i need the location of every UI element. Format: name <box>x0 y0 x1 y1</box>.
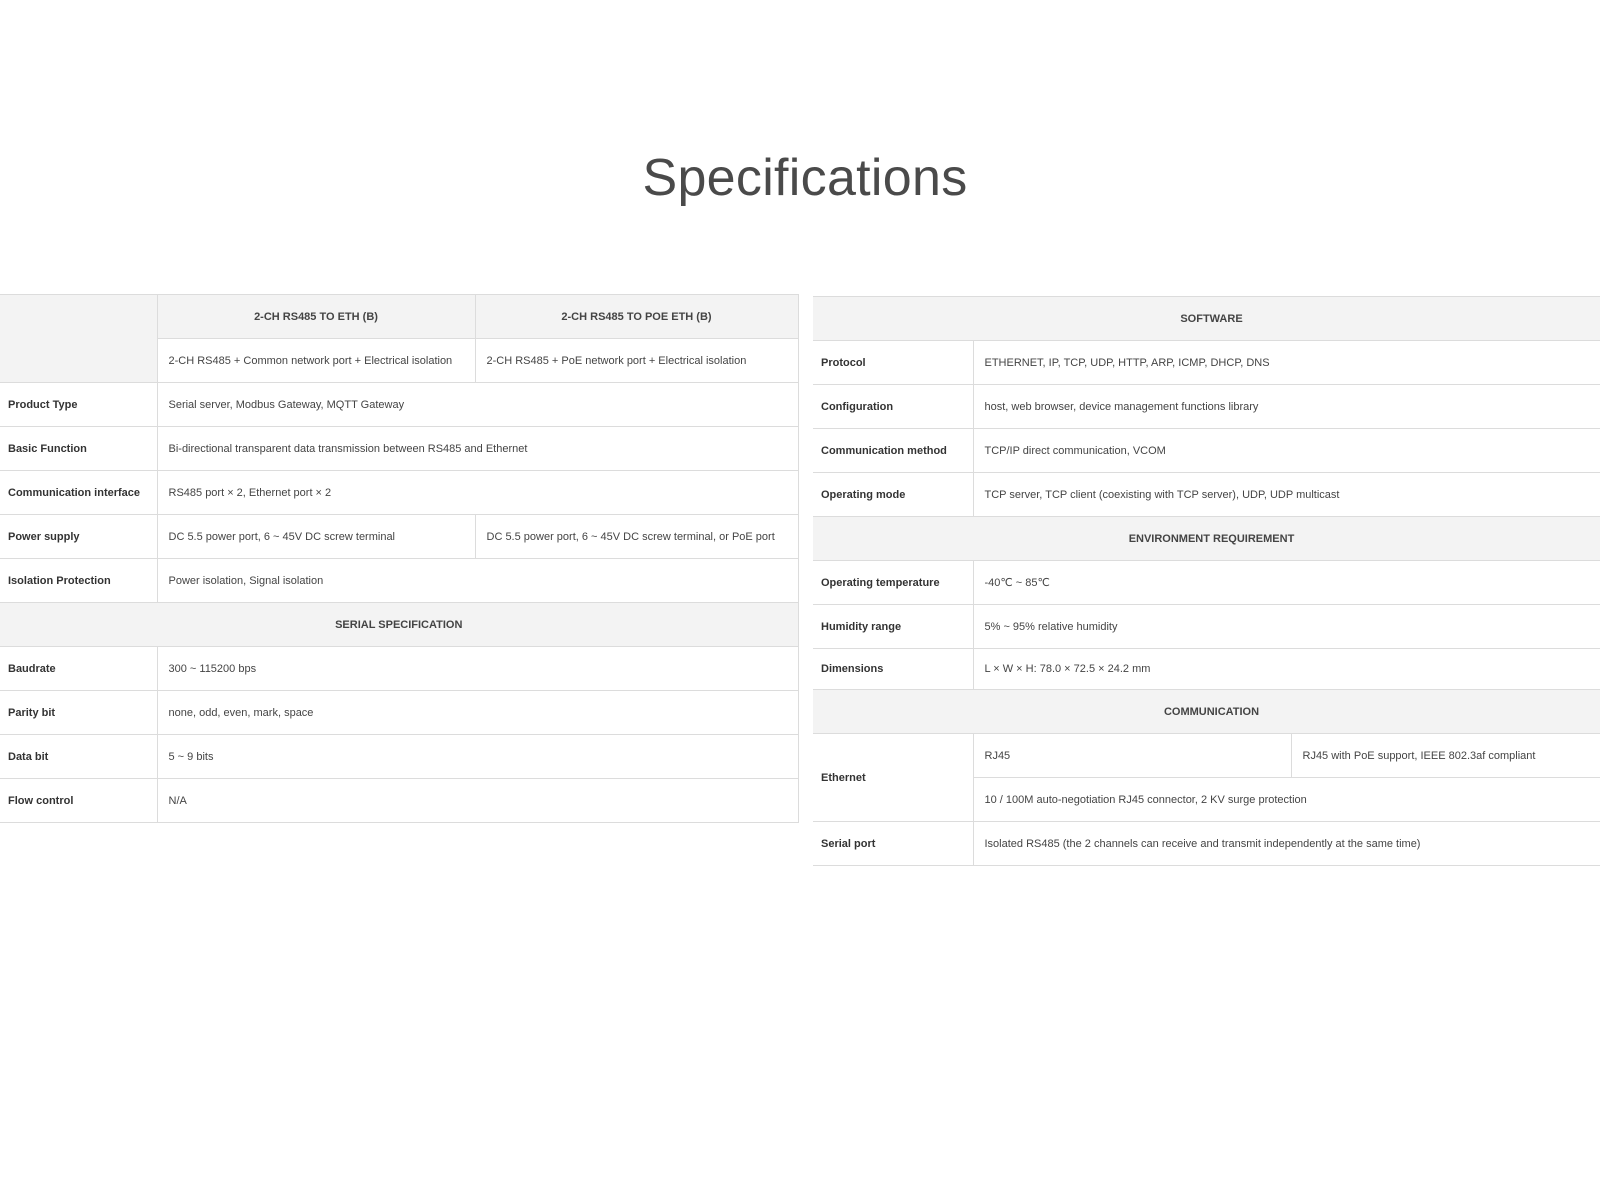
table-row <box>813 385 1600 429</box>
row-value: host, web browser, device management functions library <box>973 385 1600 429</box>
row-label: Flow control <box>0 779 157 823</box>
row-label: Communication interface <box>0 471 157 515</box>
section-header-communication: COMMUNICATION <box>813 690 1600 734</box>
row-label: Data bit <box>0 735 157 779</box>
section-header-software: SOFTWARE <box>813 297 1600 341</box>
row-value: Serial server, Modbus Gateway, MQTT Gateway <box>157 383 798 427</box>
table-row <box>813 822 1600 866</box>
row-value: Isolated RS485 (the 2 channels can receive and transmit independently at the same time) <box>973 822 1600 866</box>
row-value: -40℃ ~ 85℃ <box>973 561 1600 605</box>
row-value: TCP/IP direct communication, VCOM <box>973 429 1600 473</box>
table-row <box>813 605 1600 649</box>
row-value: L × W × H: 78.0 × 72.5 × 24.2 mm <box>973 649 1600 690</box>
row-value: 10 / 100M auto-negotiation RJ45 connector, 2 KV surge protection <box>973 778 1600 822</box>
row-label: Operating temperature <box>813 561 973 605</box>
table-row <box>0 691 798 735</box>
row-value: none, odd, even, mark, space <box>157 691 798 735</box>
row-value: DC 5.5 power port, 6 ~ 45V DC screw terminal <box>157 515 475 559</box>
section-header-row <box>813 517 1600 561</box>
row-label: Protocol <box>813 341 973 385</box>
row-label: Baudrate <box>0 647 157 691</box>
column-header-eth: 2-CH RS485 TO ETH (B) <box>157 295 475 339</box>
row-value: RJ45 with PoE support, IEEE 802.3af compliant <box>1291 734 1600 778</box>
section-header-serial: SERIAL SPECIFICATION <box>0 603 798 647</box>
row-label: Parity bit <box>0 691 157 735</box>
section-header-row <box>813 297 1600 341</box>
software-spec-table <box>813 296 1600 866</box>
table-row <box>0 515 798 559</box>
row-value: 300 ~ 115200 bps <box>157 647 798 691</box>
table-row <box>0 779 798 823</box>
row-value: 5 ~ 9 bits <box>157 735 798 779</box>
row-value: Bi-directional transparent data transmission between RS485 and Ethernet <box>157 427 798 471</box>
row-label: Basic Function <box>0 427 157 471</box>
row-label: Operating mode <box>813 473 973 517</box>
table-row <box>0 647 798 691</box>
column-description-eth: 2-CH RS485 + Common network port + Electrical isolation <box>157 339 475 383</box>
section-header-environment: ENVIRONMENT REQUIREMENT <box>813 517 1600 561</box>
column-description-poe-eth: 2-CH RS485 + PoE network port + Electrical isolation <box>475 339 798 383</box>
table-row <box>813 341 1600 385</box>
row-value: Power isolation, Signal isolation <box>157 559 798 603</box>
table-row <box>813 734 1600 778</box>
row-label: Configuration <box>813 385 973 429</box>
row-label: Humidity range <box>813 605 973 649</box>
row-value: N/A <box>157 779 798 823</box>
table-row <box>0 383 798 427</box>
table-row <box>813 561 1600 605</box>
row-value: RJ45 <box>973 734 1291 778</box>
row-value: 5% ~ 95% relative humidity <box>973 605 1600 649</box>
page-title: Specifications <box>642 149 968 207</box>
table-row <box>0 559 798 603</box>
row-value: TCP server, TCP client (coexisting with TCP server), UDP, UDP multicast <box>973 473 1600 517</box>
section-header-row <box>0 603 798 647</box>
row-label: Communication method <box>813 429 973 473</box>
row-label: Product Type <box>0 383 157 427</box>
section-header-row <box>813 690 1600 734</box>
row-value: ETHERNET, IP, TCP, UDP, HTTP, ARP, ICMP, DHCP, DNS <box>973 341 1600 385</box>
hardware-spec-table <box>0 294 799 823</box>
row-value: RS485 port × 2, Ethernet port × 2 <box>157 471 798 515</box>
table-row <box>0 295 798 339</box>
table-row <box>813 429 1600 473</box>
table-row <box>813 473 1600 517</box>
row-label: Power supply <box>0 515 157 559</box>
table-row <box>0 471 798 515</box>
row-value: DC 5.5 power port, 6 ~ 45V DC screw terminal, or PoE port <box>475 515 798 559</box>
table-row <box>0 427 798 471</box>
table-row <box>813 649 1600 690</box>
row-label: Serial port <box>813 822 973 866</box>
column-header-poe-eth: 2-CH RS485 TO POE ETH (B) <box>475 295 798 339</box>
row-label: Dimensions <box>813 649 973 690</box>
table-row <box>0 735 798 779</box>
row-label: Isolation Protection <box>0 559 157 603</box>
blank-header-cell <box>0 295 157 383</box>
row-label: Ethernet <box>813 734 973 822</box>
